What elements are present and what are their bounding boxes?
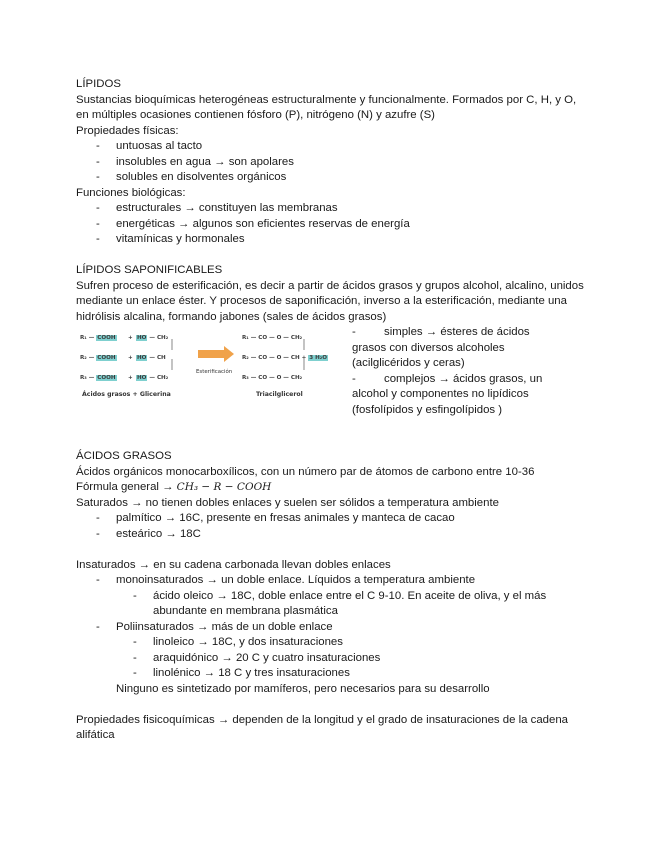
list-item: - vitamínicas y hormonales bbox=[76, 232, 586, 248]
list-item: - linolénico → 18 C y tres insaturaciones bbox=[76, 666, 586, 682]
acidos-intro: Ácidos orgánicos monocarboxílicos, con un número par de átomos de carbono entre 10-36 bbox=[76, 465, 535, 478]
list-item: - monoinsaturados → un doble enlace. Líquidos a temperatura ambiente - ácido oleico → 18C, doble enlace entre el C 9-10. En aceite de oliva, y el más abundante en membrana plasmática bbox=[76, 573, 586, 620]
acid-row: R₂ — COOH bbox=[80, 355, 116, 361]
lipidos-intro: Sustancias bioquímicas heterogéneas estructuralmente y funcionalmente. Formados por C, H, y O, en múltiples ocasiones contienen fósforo (P), nitrógeno (N) y azufre (S) bbox=[76, 93, 577, 121]
poli-note: Ninguno es sintetizado por mamíferos, pero necesarios para su desarrollo bbox=[116, 682, 490, 695]
props-list bbox=[76, 139, 586, 186]
list-item: - palmítico → 16C, presente en fresas animales y manteca de cacao bbox=[76, 511, 586, 527]
saturados: Saturados → no tienen dobles enlaces y suelen ser sólidos a temperatura ambiente bbox=[76, 496, 499, 509]
saponificables-row bbox=[76, 325, 586, 418]
fisicoquimicas: Propiedades fisicoquímicas → dependen de la longitud y el grado de insaturaciones de la cadena alifática bbox=[76, 713, 569, 741]
caption-left: Ácidos grasos + Glicerina bbox=[82, 391, 171, 398]
ester-row: R₁ — CO — O — CH₂ bbox=[242, 335, 303, 341]
plus-sign: + bbox=[128, 355, 133, 361]
glycerol-row: HO — CH₂ bbox=[137, 335, 169, 341]
section-title-acidos: ÁCIDOS GRASOS bbox=[76, 450, 172, 462]
list-item: - estructurales → constituyen las membranas bbox=[76, 201, 586, 217]
list-item: - simples → ésteres de ácidos grasos con diversos alcoholes (acilglicéridos y ceras) bbox=[352, 326, 530, 369]
caption-right: Triacilglicerol bbox=[256, 391, 303, 398]
list-item: - energéticas → algunos son eficientes reservas de energía bbox=[76, 217, 586, 233]
ester-row: R₃ — CO — O — CH₂ bbox=[242, 375, 303, 381]
plus-sign: + bbox=[128, 375, 133, 381]
esterification-figure bbox=[76, 325, 346, 413]
insaturados: Insaturados → en su cadena carbonada llevan dobles enlaces bbox=[76, 558, 391, 571]
list-item: - solubles en disolventes orgánicos bbox=[76, 170, 586, 186]
func-title: Funciones biológicas: bbox=[76, 186, 186, 199]
poli-list bbox=[76, 635, 586, 682]
section-title-saponificables: LÍPIDOS SAPONIFICABLES bbox=[76, 264, 223, 276]
formula-line: Fórmula general → CH₃ − R − COOH bbox=[76, 481, 272, 493]
acid-row: R₁ — COOH bbox=[80, 335, 116, 341]
list-item: - esteárico → 18C bbox=[76, 527, 586, 543]
list-item: - Poliinsaturados → más de un doble enlace - linoleico → 18C, y dos insaturaciones - araquidónico → 20 C y cuatro insaturaciones - linolénico → 18 C y tres insaturaciones bbox=[76, 620, 586, 682]
saponificables-types bbox=[346, 325, 562, 418]
plus-sign: + bbox=[128, 335, 133, 341]
mono-list bbox=[76, 589, 586, 620]
list-item: - araquidónico → 20 C y cuatro insaturaciones bbox=[76, 651, 586, 667]
glycerol-row: HO — CH₂ bbox=[137, 375, 169, 381]
acid-row: R₃ — COOH bbox=[80, 375, 116, 381]
saponificables-intro: Sufren proceso de esterificación, es decir a partir de ácidos grasos y grupos alcohol, alcalino, unidos mediante un enlace éster. Y procesos de saponificación, inverso a la esterificación, mediante una hidrólisis alcalina, formando jabones (sales de ácidos grasos) bbox=[76, 279, 584, 323]
list-item: - untuosas al tacto bbox=[76, 139, 586, 155]
insaturados-list bbox=[76, 573, 586, 682]
list-item: - ácido oleico → 18C, doble enlace entre el C 9-10. En aceite de oliva, y el más abundante en membrana plasmática bbox=[76, 589, 586, 620]
section-title-lipidos: LÍPIDOS bbox=[76, 78, 121, 90]
saturados-list bbox=[76, 511, 586, 542]
document-page bbox=[76, 77, 586, 744]
list-item: - insolubles en agua → son apolares bbox=[76, 155, 586, 171]
formula: CH₃ − R − COOH bbox=[176, 481, 272, 493]
props-title: Propiedades físicas: bbox=[76, 124, 179, 137]
list-item: - complejos → ácidos grasos, un alcohol y componentes no lipídicos (fosfolípidos y esfingolípidos ) bbox=[352, 372, 543, 416]
func-list bbox=[76, 201, 586, 248]
glycerol-row: HO — CH bbox=[137, 355, 166, 361]
ester-row: R₂ — CO — O — CH + 3 H₂O bbox=[242, 355, 327, 361]
reaction-arrow-icon bbox=[198, 346, 234, 362]
arrow-label: Esterificación bbox=[196, 369, 233, 375]
list-item: - linoleico → 18C, y dos insaturaciones bbox=[76, 635, 586, 651]
